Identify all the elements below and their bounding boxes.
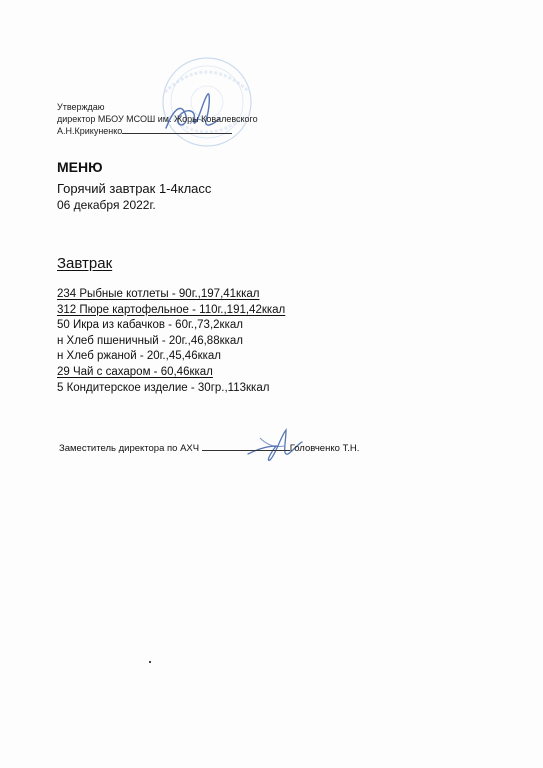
approval-block [57,101,258,137]
list-item [57,318,285,334]
approval-label: Утверждаю [57,102,105,112]
menu-items-list [57,287,285,396]
menu-item-text: 5 Кондитерское изделие - 30гр.,113ккал [57,381,270,394]
menu-item-text: 29 Чай с сахаром - 60,46ккал [57,365,213,378]
menu-item-text: н Хлеб ржаной - 20г.,45,46ккал [57,350,222,363]
approval-position: директор МБОУ МСОШ им. Жоры Ковалевского [57,114,258,124]
approval-signer-name: А.Н.Крикуненко [57,126,123,136]
deputy-name: Головченко Т.Н. [289,443,360,454]
meal-subtitle: Горячий завтрак 1-4класс [57,181,212,196]
list-item [57,365,285,381]
menu-item-text: н Хлеб пшеничный - 20г.,46,88ккал [57,334,244,347]
list-item [57,287,285,303]
list-item [57,381,285,397]
menu-item-text: 50 Икра из кабачков - 60г.,73,2ккал [57,319,243,332]
signature-line [122,125,232,134]
list-item [57,303,285,319]
list-item [57,334,285,350]
list-item [57,349,285,365]
menu-item-text: 312 Пюре картофельное - 110г.,191,42ккал [57,303,286,316]
approval-signer [57,125,258,137]
page-title: МЕНЮ [57,159,103,175]
menu-item-text: 234 Рыбные котлеты - 90г.,197,41ккал [57,288,260,300]
deputy-role: Заместитель директора по АХЧ [59,443,200,454]
scan-speck [149,661,151,663]
signature-line [202,441,290,451]
deputy-signoff [59,441,359,454]
section-heading: Завтрак [57,255,113,272]
menu-date: 06 декабря 2022г. [57,198,156,212]
